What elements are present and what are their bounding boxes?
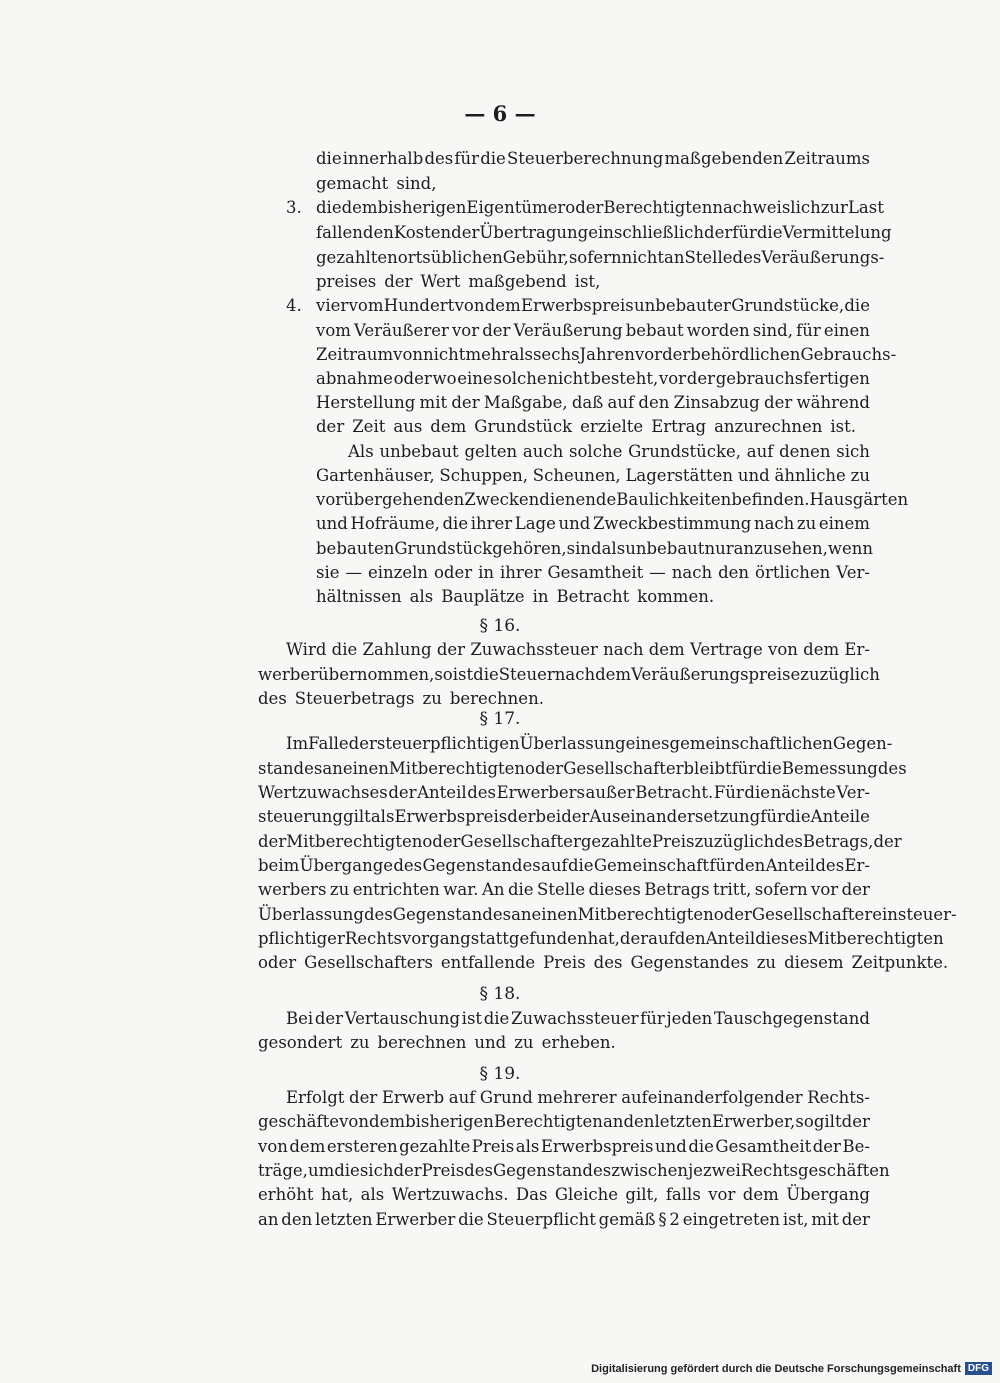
text-line: des Steuerbetrags zu berechnen. [258, 689, 544, 708]
text-line: erhöht hat, als Wertzuwachs. Das Gleiche gilt, falls vor dem Übergang [258, 1185, 870, 1204]
text-line: hältnissen als Bauplätze in Betracht kommen. [316, 587, 715, 606]
text-line: Bei der Vertauschung ist die Zuwachssteuer für jeden Tauschgegenstand [286, 1009, 870, 1028]
text-line: gesondert zu berechnen und zu erheben. [258, 1033, 616, 1052]
footer-credit [591, 1362, 992, 1375]
text-line: fallenden Kosten der Übertragung einschließlich der für die Vermittelung [316, 223, 892, 242]
text-line: Im Falle der steuerpflichtigen Überlassung eines gemeinschaftlichen Gegen- [286, 734, 893, 753]
footer-text: Digitalisierung gefördert durch die Deutsche Forschungsgemeinschaft [591, 1362, 961, 1375]
text-line: Zeitraum von nicht mehr als sechs Jahren vor der behördlichen Gebrauchs- [316, 345, 897, 364]
text-line: steuerung gilt als Erwerbspreis der bei der Auseinandersetzung für die Anteile [258, 807, 870, 826]
text-line: geschäfte von dem bisherigen Berechtigten an den letzten Erwerber, so gilt der [258, 1112, 870, 1131]
text-line: Wertzuwachses der Anteil des Erwerbers außer Betracht. Für die nächste Ver- [258, 783, 870, 802]
text-line: vier vom Hundert von dem Erwerbspreis unbebauter Grundstücke, die [316, 296, 870, 315]
section-heading: § 19. [479, 1064, 521, 1084]
text-line: gemacht sind, [316, 174, 437, 193]
text-line: standes an einen Mitberechtigten oder Gesellschafter bleibt für die Bemessung des [258, 759, 907, 778]
page-number: — 6 — [464, 101, 536, 126]
list-number: 4. [286, 296, 302, 315]
dfg-logo-icon: DFG [965, 1362, 992, 1375]
text-line: beim Übergange des Gegenstandes auf die Gemeinschaft für den Anteil des Er- [258, 856, 870, 875]
text-line: vom Veräußerer vor der Veräußerung bebaut worden sind, für einen [316, 321, 870, 340]
text-line: Überlassung des Gegenstandes an einen Mitberechtigten oder Gesellschafter ein steuer- [258, 905, 957, 924]
text-line: Herstellung mit der Maßgabe, daß auf den Zinsabzug der während [316, 393, 870, 412]
text-line: Gartenhäuser, Schuppen, Scheunen, Lagerstätten und ähnliche zu [316, 466, 870, 485]
text-line: Erfolgt der Erwerb auf Grund mehrerer aufeinanderfolgender Rechts- [286, 1088, 870, 1107]
text-line: träge, um die sich der Preis des Gegenstandes zwischen je zwei Rechtsgeschäften [258, 1161, 890, 1180]
text-line: Wird die Zahlung der Zuwachssteuer nach dem Vertrage von dem Er- [286, 640, 870, 659]
text-line: preises der Wert maßgebend ist, [316, 272, 601, 291]
text-line: und Hofräume, die ihrer Lage und Zweckbestimmung nach zu einem [316, 514, 870, 533]
text-line: werbers zu entrichten war. An die Stelle dieses Betrags tritt, sofern vor der [258, 880, 870, 899]
text-line: Als unbebaut gelten auch solche Grundstücke, auf denen sich [348, 442, 870, 461]
text-line: der Mitberechtigten oder Gesellschafter gezahlte Preis zuzüglich des Betrags, der [258, 832, 902, 851]
text-line: werber übernommen, so ist die Steuer nach dem Veräußerungspreise zuzüglich [258, 665, 880, 684]
text-line: gezahlten ortsüblichen Gebühr, sofern nicht an Stelle des Veräußerungs- [316, 248, 885, 267]
text-line: sie — einzeln oder in ihrer Gesamtheit — nach den örtlichen Ver- [316, 563, 870, 582]
text-line: pflichtiger Rechtsvorgang stattgefunden hat, der auf den Anteil dieses Mitberechtigten [258, 929, 944, 948]
text-line: bebauten Grundstück gehören, sind als unbebaut nur anzusehen, wenn [316, 539, 874, 558]
section-heading: § 16. [479, 616, 521, 636]
text-line: von dem ersteren gezahlte Preis als Erwerbspreis und die Gesamtheit der Be- [258, 1137, 870, 1156]
text-line: die dem bisherigen Eigentümer oder Berechtigten nachweislich zur Last [316, 198, 884, 217]
text-line: abnahme oder wo eine solche nicht besteht, vor der gebrauchsfertigen [316, 369, 870, 388]
text-line: oder Gesellschafters entfallende Preis des Gegenstandes zu diesem Zeitpunkte. [258, 953, 949, 972]
text-line: der Zeit aus dem Grundstück erzielte Ertrag anzurechnen ist. [316, 417, 857, 436]
text-line: an den letzten Erwerber die Steuerpflicht gemäß § 2 eingetreten ist, mit der [258, 1210, 870, 1229]
section-heading: § 17. [479, 709, 521, 729]
text-line: die innerhalb des für die Steuerberechnung maßgebenden Zeitraums [316, 149, 870, 168]
section-heading: § 18. [479, 984, 521, 1004]
list-number: 3. [286, 198, 302, 217]
text-line: vorübergehenden Zwecken dienende Baulichkeiten befinden. Hausgärten [316, 490, 909, 509]
